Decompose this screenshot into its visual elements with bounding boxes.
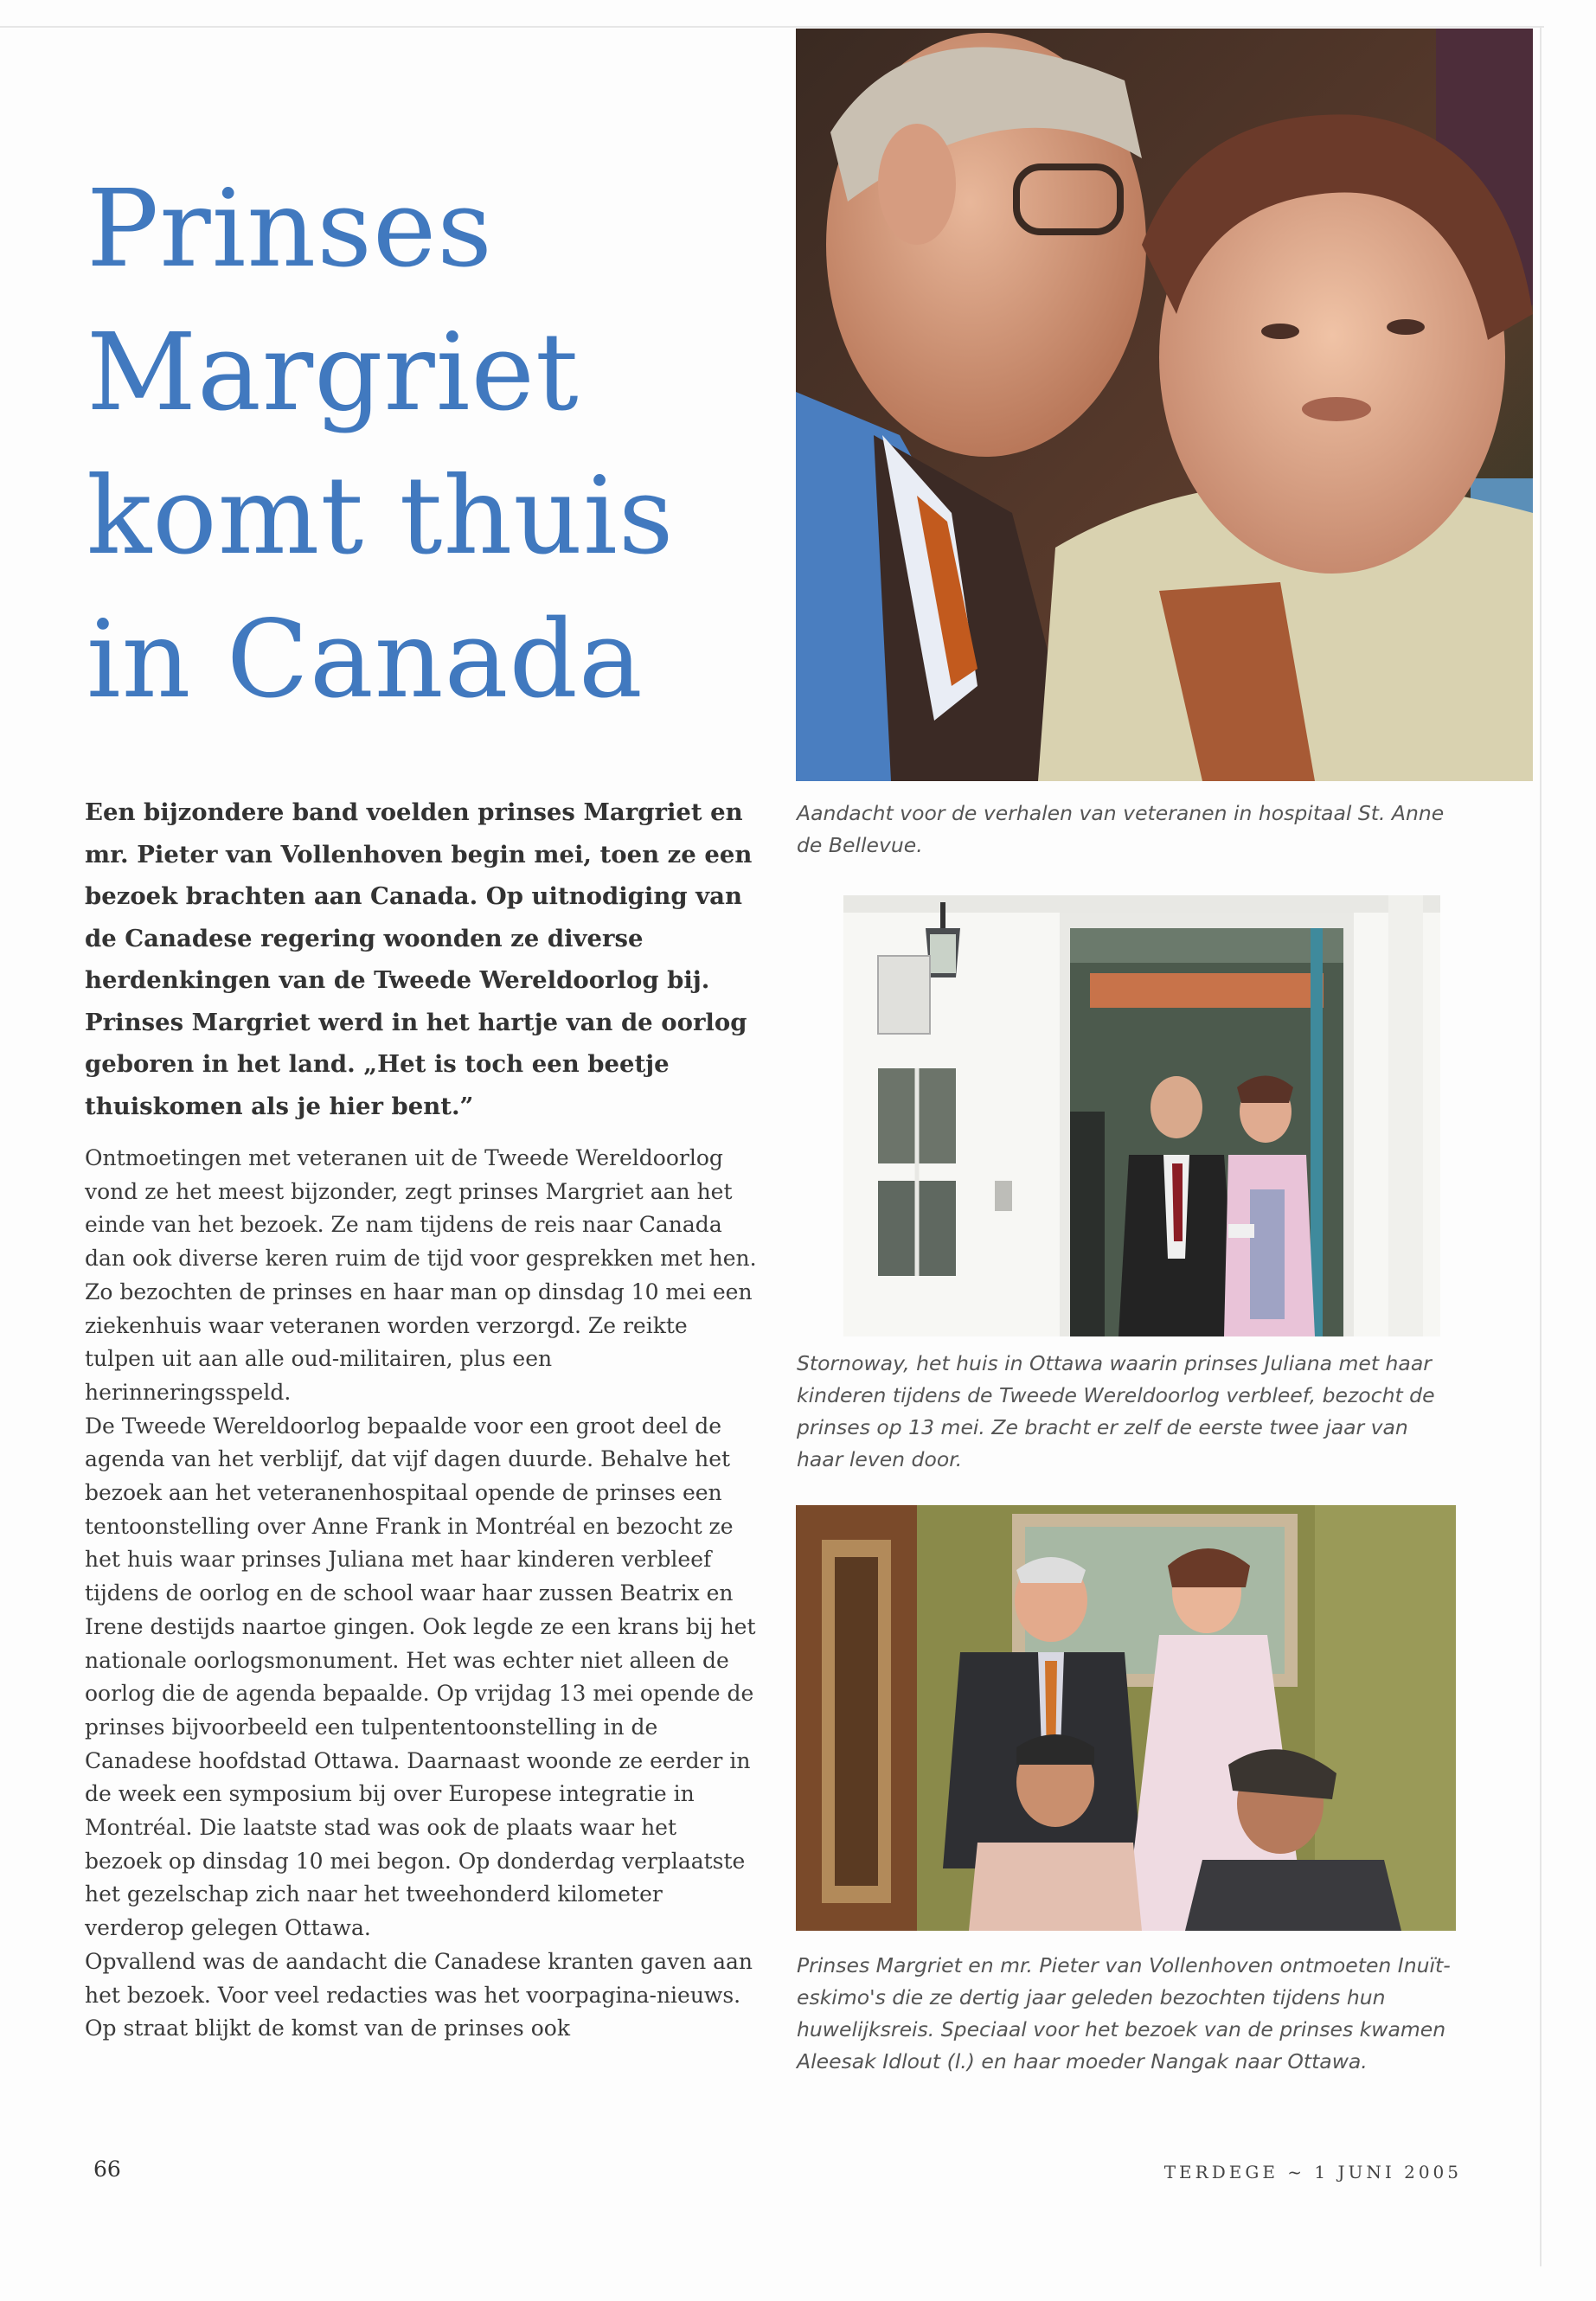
body-paragraph: De Tweede Wereldoorlog bepaalde voor een groot deel de agenda van het verblijf, dat vijf dagen duurde. Behalve het bezoek aan het veteranenhospitaal opende de prinses een tentoonstelling over Anne Frank in Montréal en bezocht ze het huis waar prinses Juliana met haar kinderen verbleef tijdens de oorlog en de school waar haar zussen Beatrix en Irene destijds naartoe gingen. Ook legde ze een krans bij het nationale oorlogsmonument. Het was echter niet alleen de oorlog die de agenda bepaalde. Op vrijdag 13 mei opende de prinses bijvoorbeeld een tulpententoonstelling in de Canadese hoofdstad Ottawa. Daarnaast woonde ze eerder in de week een symposium bij over Europese integratie in Montréal. Die laatste stad was ook de plaats waar het bezoek op dinsdag 10 mei begon. Op donderdag verplaatste het gezelschap zich naar het tweehonderd kilometer verderop gelegen Ottawa. (85, 1413, 756, 1941)
photo-caption: Aandacht voor de verhalen van veteranen in hospitaal St. Anne de Bellevue. (797, 801, 1445, 857)
page-number: 66 (93, 2157, 121, 2182)
photo-inuit-meeting (796, 1505, 1456, 1931)
headline-line: Prinses (87, 167, 493, 292)
headline-line: Margriet (87, 311, 580, 435)
body-paragraph: Opvallend was de aandacht die Canadese kranten gaven aan het bezoek. Voor veel redacties was het voorpagina-nieuws. Op straat blijkt de komst van de prinses ook (85, 1948, 753, 2041)
body-paragraph: Ontmoetingen met veteranen uit de Tweede Wereldoorlog vond ze het meest bijzonder, zegt prinses Margriet aan het einde van het bezoek. Ze nam tijdens de reis naar Canada dan ook diverse keren ruim de tijd voor gesprekken met hen. Zo bezochten de prinses en haar man op dinsdag 10 mei een ziekenhuis waar veteranen worden verzorgd. Ze reikte tulpen uit aan alle oud-militairen, plus een herinneringsspeld. (85, 1145, 757, 1405)
photo-caption: Prinses Margriet en mr. Pieter van Vollenhoven ontmoeten Inuït-eskimo's die ze dertig jaar geleden bezochten tijdens hun huwelijksreis. Speciaal voor het bezoek van de prinses kwamen Aleesak Idlout (l.) en haar moeder Nangak naar Ottawa. (797, 1953, 1451, 2073)
article-body (85, 1142, 760, 2046)
publication-footer: TERDEGE ~ 1 JUNI 2005 (1163, 2162, 1462, 2182)
photo-stornoway-house (843, 895, 1440, 1336)
photo-caption: Stornoway, het huis in Ottawa waarin prinses Juliana met haar kinderen tijdens de Tweede Wereldoorlog verbleef, bezocht de prinses op 13 mei. Ze bracht er zelf de eerste twee jaar van haar leven door. (797, 1351, 1435, 1471)
headline-line: komt thuis (87, 454, 675, 579)
page-edge-top (0, 26, 1544, 28)
headline-line: in Canada (87, 598, 644, 722)
article-lead: Een bijzondere band voelden prinses Margriet en mr. Pieter van Vollenhoven begin mei, toen ze een bezoek brachten aan Canada. Op uitnodiging van de Canadese regering woonden ze diverse herdenkingen van de Tweede Wereldoorlog bij. Prinses Margriet werd in het hartje van de oorlog geboren in het land. „Het is toch een beetje thuiskomen als je hier bent.” (85, 798, 753, 1120)
photo-veterans-hospital (796, 29, 1533, 781)
page-edge-right (1540, 26, 1542, 2266)
article-headline (87, 157, 779, 732)
